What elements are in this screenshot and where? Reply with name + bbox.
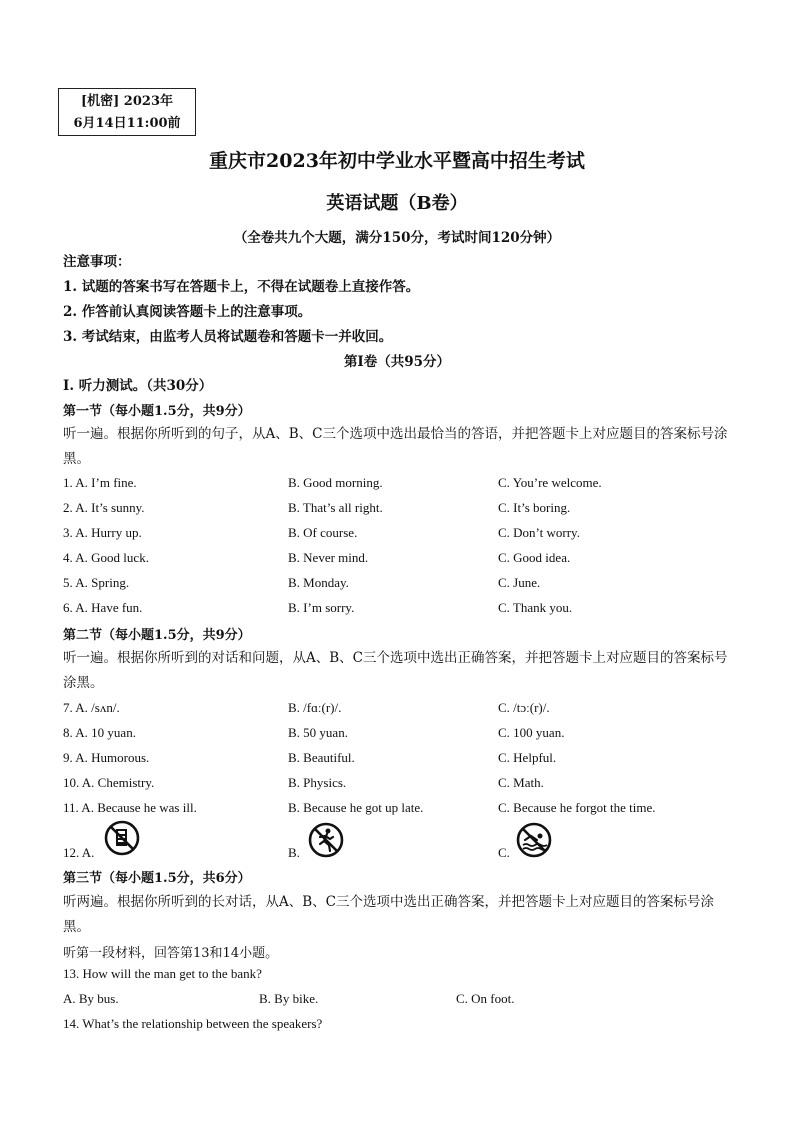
no-running-sign-icon: [308, 822, 344, 858]
notice-item-2: 2. 作答前认真阅读答题卡上的注意事项。: [63, 304, 312, 320]
part-heading: 第Ⅰ卷（共95分）: [343, 354, 451, 370]
q14-question: 14. What’s the relationship between the speakers?: [63, 1016, 323, 1031]
q11-option-b: B. Because he got up late.: [288, 800, 424, 815]
q8-option-a: 8. A. 10 yuan.: [63, 725, 136, 740]
sub3-material: 听第一段材料，回答第13和14小题。: [63, 946, 279, 961]
section-heading: Ⅰ. 听力测试。（共30分）: [63, 378, 213, 394]
no-reading-sign-icon: [104, 820, 140, 856]
sub1-instruction: 听一遍。根据你所听到的句子，从A、B、C三个选项中选出最恰当的答语，并把答题卡上对应题目的答案标号涂黑。: [63, 426, 728, 467]
exam-subtitle: 英语试题（B卷）: [326, 193, 468, 214]
exam-title: 重庆市2023年初中学业水平暨高中招生考试: [209, 150, 585, 172]
sub3-heading: 第三节（每小题1.5分，共6分）: [63, 871, 251, 886]
q7-option-c: C. /tɔː(r)/.: [498, 700, 550, 715]
q8-option-c: C. 100 yuan.: [498, 725, 565, 740]
q6-option-c: C. Thank you.: [498, 600, 573, 615]
q3-option-a: 3. A. Hurry up.: [63, 525, 142, 540]
q10-option-a: 10. A. Chemistry.: [63, 775, 155, 790]
q11-option-c: C. Because he forgot the time.: [498, 800, 656, 815]
q13-option-b: B. By bike.: [259, 991, 319, 1006]
q4-option-b: B. Never mind.: [288, 550, 369, 565]
q10-option-b: B. Physics.: [288, 775, 347, 790]
q4-option-c: C. Good idea.: [498, 550, 571, 565]
q5-option-a: 5. A. Spring.: [63, 575, 130, 590]
confidential-line-2: 6月14日11:00前: [73, 116, 181, 131]
q6-option-a: 6. A. Have fun.: [63, 600, 143, 615]
exam-note: （全卷共九个大题，满分150分，考试时间120分钟）: [233, 230, 561, 246]
q5-option-c: C. June.: [498, 575, 541, 590]
q6-option-b: B. I’m sorry.: [288, 600, 355, 615]
q9-option-a: 9. A. Humorous.: [63, 750, 150, 765]
notice-item-1: 1. 试题的答案书写在答题卡上，不得在试题卷上直接作答。: [63, 279, 420, 295]
q13-option-c: C. On foot.: [456, 991, 515, 1006]
q13-option-a: A. By bus.: [63, 991, 119, 1006]
q10-option-c: C. Math.: [498, 775, 544, 790]
q2-option-c: C. It’s boring.: [498, 500, 571, 515]
q5-option-b: B. Monday.: [288, 575, 349, 590]
q12-option-b: B.: [288, 845, 300, 860]
q9-option-b: B. Beautiful.: [288, 750, 355, 765]
confidential-box: [58, 88, 196, 136]
q11-option-a: 11. A. Because he was ill.: [63, 800, 197, 815]
q1-option-c: C. You’re welcome.: [498, 475, 602, 490]
q1-option-a: 1. A. I’m fine.: [63, 475, 137, 490]
sub2-instruction: 听一遍。根据你所听到的对话和问题，从A、B、C三个选项中选出正确答案，并把答题卡上对应题目的答案标号涂黑。: [63, 650, 728, 691]
sub3-instruction: 听两遍。根据你所听到的长对话，从A、B、C三个选项中选出正确答案，并把答题卡上对应题目的答案标号涂黑。: [63, 894, 714, 935]
q2-option-a: 2. A. It’s sunny.: [63, 500, 145, 515]
notice-heading: 注意事项：: [63, 254, 131, 270]
q12-option-c: C.: [498, 845, 510, 860]
q1-option-b: B. Good morning.: [288, 475, 383, 490]
q13-question: 13. How will the man get to the bank?: [63, 966, 262, 981]
q3-option-b: B. Of course.: [288, 525, 358, 540]
q7-option-a: 7. A. /sʌn/.: [63, 700, 120, 715]
confidential-line-1: [机密] 2023年: [80, 94, 173, 109]
q2-option-b: B. That’s all right.: [288, 500, 383, 515]
q7-option-b: B. /fɑː(r)/.: [288, 700, 342, 715]
sub1-heading: 第一节（每小题1.5分，共9分）: [63, 404, 251, 419]
notice-item-3: 3. 考试结束，由监考人员将试题卷和答题卡一并收回。: [63, 329, 393, 345]
q9-option-c: C. Helpful.: [498, 750, 557, 765]
q8-option-b: B. 50 yuan.: [288, 725, 348, 740]
q3-option-c: C. Don’t worry.: [498, 525, 580, 540]
q4-option-a: 4. A. Good luck.: [63, 550, 149, 565]
sub2-heading: 第二节（每小题1.5分，共9分）: [63, 628, 251, 643]
q12-option-a: 12. A.: [63, 845, 95, 860]
no-swimming-sign-icon: [516, 822, 552, 858]
